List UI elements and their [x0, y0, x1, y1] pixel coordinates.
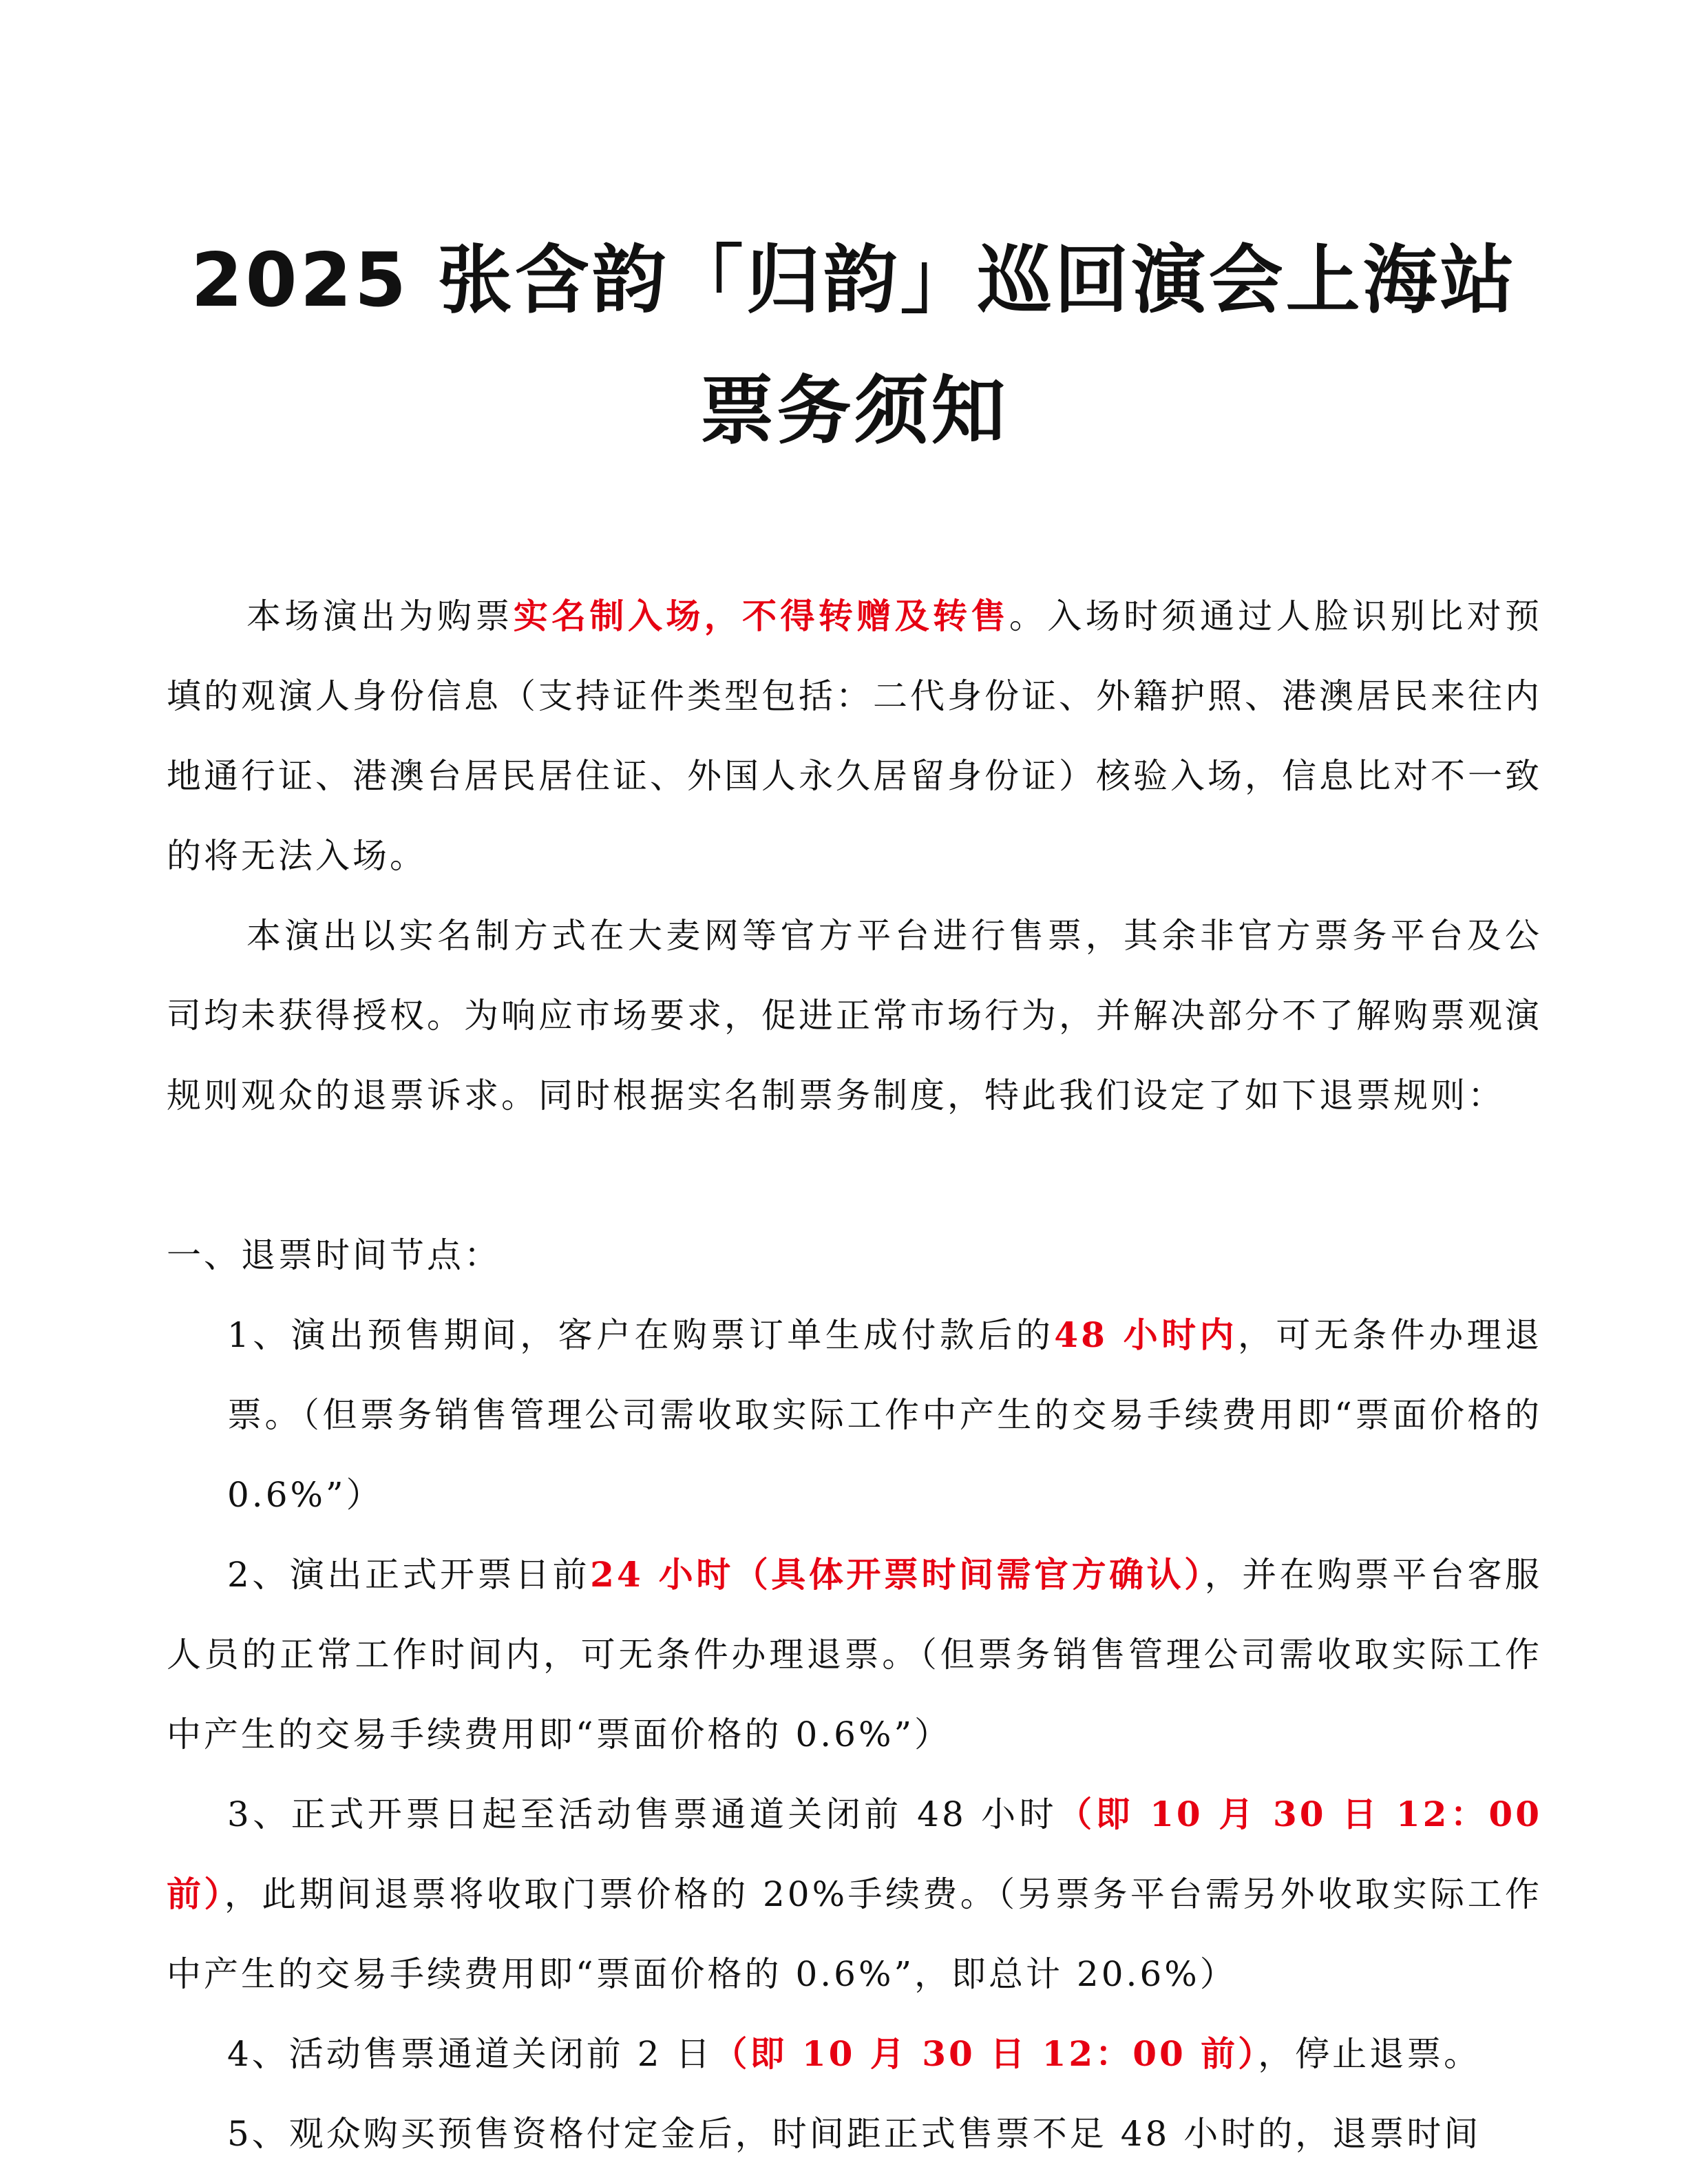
para1-text-after: 。入场时须通过人脸识别比对预填的观演人身份信息（支持证件类型包括：二代身份证、外籍护照、港澳居民来往内地通行证、港澳台居民居住证、外国人永久居留身份证）核验入场，信息比对不一致的将无法入场。	[167, 596, 1543, 876]
item4-highlight: （即 10 月 30 日 12：00 前）	[713, 2033, 1258, 2074]
item3-text-after: ，此期间退票将收取门票价格的 20%手续费。（另票务平台需另外收取实际工作中产生的交易手续费用即“票面价格的 0.6%”，即总计 20.6%）	[167, 1874, 1543, 1994]
refund-rule-item-3	[167, 1774, 1542, 2014]
item1-highlight: 48 小时内	[1054, 1314, 1238, 1355]
item1-text-before: 1、演出预售期间，客户在购票订单生成付款后的	[227, 1315, 1055, 1355]
paragraph-real-name-entry	[167, 576, 1542, 896]
refund-rule-item-2	[167, 1535, 1542, 1774]
refund-rule-item-4	[167, 2014, 1542, 2094]
document-title-line2: 票务须知	[699, 368, 1009, 454]
item2-text-before: 2、演出正式开票日前	[227, 1555, 591, 1595]
item2-text-after: ，并在购票平台客服人员的正常工作时间内，可无条件办理退票。（但票务销售管理公司需收取实际工作中产生的交易手续费用即“票面价格的 0.6%”）	[167, 1555, 1542, 1754]
item4-text-before: 4、活动售票通道关闭前 2 日	[227, 2034, 713, 2074]
item3-highlight: （即 10 月 30 日 12：00 前）	[167, 1794, 1542, 1914]
item1-text-after: ，可无条件办理退票。（但票务销售管理公司需收取实际工作中产生的交易手续费用即“票面价格的 0.6%”）	[227, 1315, 1543, 1515]
item3-text-before: 3、正式开票日起至活动售票通道关闭前 48 小时	[227, 1794, 1058, 1834]
item2-highlight: 24 小时（具体开票时间需官方确认）	[590, 1554, 1205, 1595]
item4-text-after: ，停止退票。	[1258, 2034, 1482, 2074]
refund-rule-item-5: 5、观众购买预售资格付定金后，时间距正式售票不足 48 小时的，退票时间	[227, 2114, 1482, 2154]
document-title-line1: 2025 张含韵「归韵」巡回演会上海站	[191, 238, 1517, 324]
para1-highlight: 实名制入场，不得转赠及转售	[513, 596, 1009, 636]
paragraph-official-sales: 本演出以实名制方式在大麦网等官方平台进行售票，其余非官方票务平台及公司均未获得授权。为响应市场要求，促进正常市场行为，并解决部分不了解购票观演规则观众的退票诉求。同时根据实名制票务制度，特此我们设定了如下退票规则：	[167, 916, 1542, 1115]
refund-rule-item-1	[227, 1295, 1542, 1535]
para1-text-before: 本场演出为购票	[246, 596, 514, 636]
section-heading-refund-timeline: 一、退票时间节点：	[167, 1235, 501, 1275]
